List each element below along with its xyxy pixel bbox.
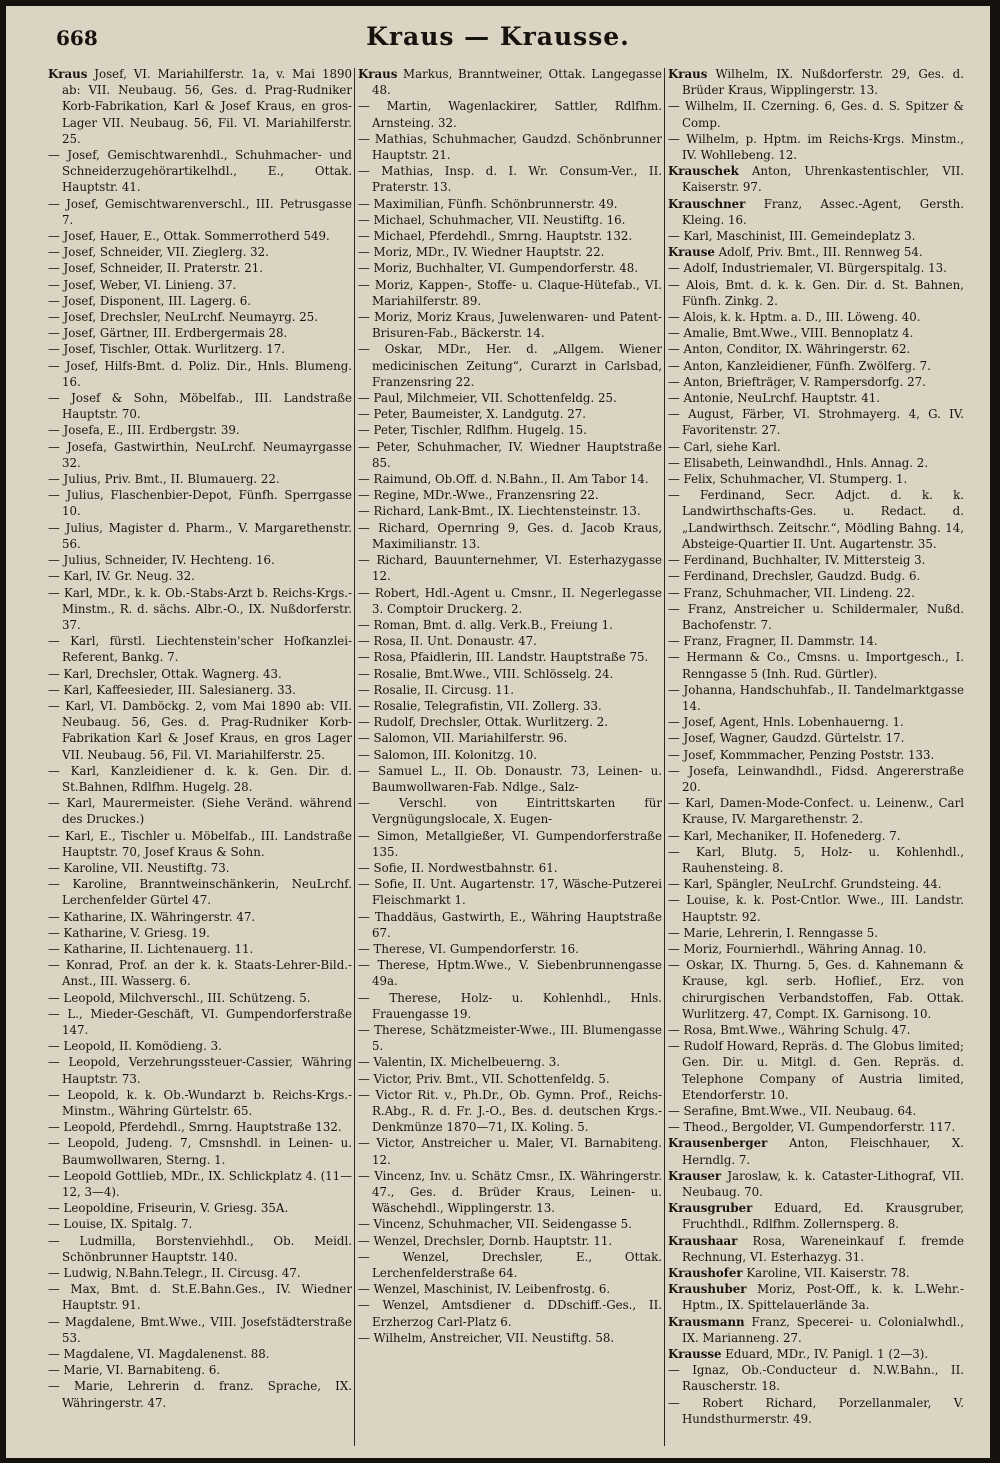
directory-entry: — Karl, Blutg. 5, Holz- u. Kohlenhdl., Rauhensteing. 8. <box>668 844 964 875</box>
directory-entry: Krausmann Franz, Specerei- u. Colonialwhdl., IX. Marianneng. 27. <box>668 1314 964 1345</box>
directory-entry: — Leopold Gottlieb, MDr., IX. Schlickplatz 4. (11—12, 3—4). <box>48 1168 352 1200</box>
directory-entry: — Rosalie, Bmt.Wwe., VIII. Schlösselg. 24. <box>358 666 614 681</box>
column-divider <box>664 68 665 1446</box>
directory-entry: Kraushuber Moriz, Post-Off., k. k. L.Wehr.-Hptm., IX. Spittelauerlände 3a. <box>668 1282 964 1313</box>
directory-entry: — L., Mieder-Geschäft, VI. Gumpendorferstraße 147. <box>48 1006 352 1037</box>
directory-entry: — Katharine, IX. Währingerstr. 47. <box>48 909 256 924</box>
directory-entry: — Leopold, k. k. Ob.-Wundarzt b. Reichs-Krgs.-Minstm., Währing Gürtelstr. 65. <box>48 1087 352 1118</box>
directory-entry: — Paul, Milchmeier, VII. Schottenfeldg. 25. <box>358 391 617 406</box>
directory-entry: Krause Adolf, Priv. Bmt., III. Rennweg 54. <box>668 245 923 260</box>
directory-entry: — Michael, Schuhmacher, VII. Neustiftg. 16. <box>358 212 626 227</box>
directory-entry: — Wenzel, Amtsdiener d. DDschiff.-Ges., II. Erzherzog Carl-Platz 6. <box>358 1298 662 1329</box>
directory-entry: — Karl, Mechaniker, II. Hofenederg. 7. <box>668 828 901 843</box>
directory-entry: — Moriz, Fournierhdl., Währing Annag. 10. <box>668 941 927 956</box>
directory-entry: — Wilhelm, Anstreicher, VII. Neustiftg. 58. <box>358 1330 615 1345</box>
directory-entry: — Louise, k. k. Post-Cntlor. Wwe., III. Landstr. Hauptstr. 92. <box>668 893 964 924</box>
directory-entry: — Josef, Hilfs-Bmt. d. Poliz. Dir., Hnls. Blumeng. 16. <box>48 358 352 389</box>
directory-entry: — Rudolf, Drechsler, Ottak. Wurlitzerg. 2. <box>358 715 608 730</box>
directory-entry: — Julius, Flaschenbier-Depot, Fünfh. Sperrgasse 10. <box>48 488 352 519</box>
directory-entry: — Katharine, II. Lichtenauerg. 11. <box>48 941 254 956</box>
directory-entry: — Robert Richard, Porzellanmaler, V. Hundsthurmerstr. 49. <box>668 1395 964 1426</box>
directory-entry: — Leopold, II. Komödieng. 3. <box>48 1039 222 1054</box>
directory-entry: — Therese, VI. Gumpendorferstr. 16. <box>358 941 579 956</box>
directory-entry: — Josef, Gemischtwarenhdl., Schuhmacher- und Schneiderzugehörartikelhdl., E., Ottak. Hauptstr. 41. <box>48 148 352 195</box>
directory-entry: — Josef, Gemischtwarenverschl., III. Petrusgasse 7. <box>48 196 352 227</box>
directory-entry: — Raimund, Ob.Off. d. N.Bahn., II. Am Tabor 14. <box>358 472 649 487</box>
column-3 <box>668 66 964 1450</box>
directory-entry: Krausgruber Eduard, Ed. Krausgruber, Fruchthdl., Rdlfhm. Zollernsperg. 8. <box>668 1201 964 1232</box>
directory-entry: — Peter, Schuhmacher, IV. Wiedner Hauptstraße 85. <box>358 439 662 470</box>
directory-entry: — Amalie, Bmt.Wwe., VIII. Bennoplatz 4. <box>668 326 914 341</box>
directory-entry: — Ludwig, N.Bahn.Telegr., II. Circusg. 47. <box>48 1266 301 1281</box>
directory-entry: — Wenzel, Drechsler, E., Ottak. Lerchenfelderstraße 64. <box>358 1249 662 1281</box>
directory-entry: — Ignaz, Ob.-Conducteur d. N.W.Bahn., II. Rauscherstr. 18. <box>668 1363 964 1394</box>
directory-entry: — August, Färber, VI. Strohmayerg. 4, G. IV. Favoritenstr. 27. <box>668 407 964 438</box>
directory-entry: — Johanna, Handschuhfab., II. Tandelmarktgasse 14. <box>668 682 964 713</box>
directory-entry: — Leopold, Pferdehdl., Smrng. Hauptstraße 132. <box>48 1120 342 1135</box>
directory-entry: — Josefa, Leinwandhdl., Fidsd. Angererstraße 20. <box>668 763 964 794</box>
directory-entry: — Regine, MDr.-Wwe., Franzensring 22. <box>358 488 599 503</box>
directory-page <box>6 6 990 1458</box>
directory-entry: — Michael, Pferdehdl., Smrng. Hauptstr. 132. <box>358 229 633 244</box>
directory-entry: — Therese, Hptm.Wwe., V. Siebenbrunnengasse 49a. <box>358 958 662 989</box>
directory-entry: — Karoline, VII. Neustiftg. 73. <box>48 860 230 875</box>
directory-entry: Krauser Jaroslaw, k. k. Cataster-Lithograf, VII. Neubaug. 70. <box>668 1168 964 1200</box>
column-1 <box>48 66 352 1450</box>
directory-entry: — Simon, Metallgießer, VI. Gumpendorferstraße 135. <box>358 828 662 859</box>
directory-entry: — Wilhelm, II. Czerning. 6, Ges. d. S. Spitzer & Comp. <box>668 99 964 130</box>
directory-entry: — Felix, Schuhmacher, VI. Stumperg. 1. <box>668 472 908 487</box>
directory-entry: — Salomon, VII. Mariahilferstr. 96. <box>358 731 568 746</box>
directory-entry: — Theod., Bergolder, VI. Gumpendorferstr. 117. <box>668 1120 956 1135</box>
directory-entry: — Salomon, III. Kolonitzg. 10. <box>358 747 538 762</box>
directory-entry: — Therese, Holz- u. Kohlenhdl., Hnls. Frauengasse 19. <box>358 990 662 1021</box>
directory-entry: — Thaddäus, Gastwirth, E., Währing Hauptstraße 67. <box>358 909 662 940</box>
directory-entry: — Max, Bmt. d. St.E.Bahn.Ges., IV. Wiedner Hauptstr. 91. <box>48 1282 352 1313</box>
directory-entry: Krauschner Franz, Assec.-Agent, Gersth. Kleing. 16. <box>668 196 964 227</box>
column-2 <box>358 66 662 1450</box>
directory-entry: — Marie, Lehrerin, I. Renngasse 5. <box>668 925 878 940</box>
page-number: 668 <box>56 26 98 50</box>
directory-entry: — Julius, Magister d. Pharm., V. Margarethenstr. 56. <box>48 520 352 551</box>
directory-entry: — Moriz, Moriz Kraus, Juwelenwaren- und Patent-Brisuren-Fab., Bäckerstr. 14. <box>358 310 662 341</box>
directory-entry: — Moriz, Kappen-, Stoffe- u. Claque-Hütefab., VI. Mariahilferstr. 89. <box>358 277 662 308</box>
directory-entry: Kraushofer Karoline, VII. Kaiserstr. 78. <box>668 1266 910 1281</box>
directory-entry: — Therese, Schätzmeister-Wwe., III. Blumengasse 5. <box>358 1022 662 1054</box>
directory-entry: — Richard, Bauunternehmer, VI. Esterhazygasse 12. <box>358 553 662 584</box>
page-title: Kraus — Krausse. <box>366 22 630 51</box>
directory-entry: — Franz, Anstreicher u. Schildermaler, Nußd. Bachofenstr. 7. <box>668 601 964 632</box>
directory-entry: Kraushaar Rosa, Wareneinkauf f. fremde Rechnung, VI. Esterhazyg. 31. <box>668 1233 964 1264</box>
directory-entry: — Karl, Damen-Mode-Confect. u. Leinenw., Carl Krause, IV. Margarethenstr. 2. <box>668 796 964 827</box>
directory-entry: — Victor Rit. v., Ph.Dr., Ob. Gymn. Prof., Reichs-R.Abg., R. d. Fr. J.-O., Bes. d. deutschen Krgs.-Denkmünze 1870—71, IX. Koling. 5. <box>358 1087 662 1135</box>
directory-entry: — Sofie, II. Unt. Augartenstr. 17, Wäsche-Putzerei Fleischmarkt 1. <box>358 877 662 908</box>
directory-entry: — Peter, Baumeister, X. Landgutg. 27. <box>358 407 586 422</box>
directory-entry: — Leopold, Judeng. 7, Cmsnshdl. in Leinen- u. Baumwollwaren, Sterng. 1. <box>48 1136 352 1167</box>
directory-entry: — Rosa, II. Unt. Donaustr. 47. <box>358 634 537 649</box>
directory-entry: — Antonie, NeuLrchf. Hauptstr. 41. <box>668 391 880 406</box>
directory-entry: — Alois, Bmt. d. k. k. Gen. Dir. d. St. Bahnen, Fünfh. Zinkg. 2. <box>668 277 964 308</box>
directory-entry: — Serafine, Bmt.Wwe., VII. Neubaug. 64. <box>668 1104 917 1118</box>
directory-entry: — Carl, siehe Karl. <box>668 439 781 454</box>
directory-entry: — Oskar, MDr., Her. d. „Allgem. Wiener medicinischen Zeitung“, Curarzt in Carlsbad, Franzensring 22. <box>358 342 662 389</box>
directory-entry: — Ferdinand, Secr. Adjct. d. k. k. Landwirthschafts-Ges. u. Redact. d. „Landwirthsch. Zeitschr.“, Mödling Bahng. 14, Absteige-Quartier II. Unt. Augartenstr. 35. <box>668 488 964 551</box>
directory-entry: — Wenzel, Maschinist, IV. Leibenfrostg. 6. <box>358 1282 611 1297</box>
directory-entry: — Louise, IX. Spitalg. 7. <box>48 1217 193 1232</box>
directory-entry: — Leopold, Milchverschl., III. Schützeng. 5. <box>48 990 311 1005</box>
directory-entry: — Rosa, Bmt.Wwe., Währing Schulg. 47. <box>668 1022 911 1037</box>
directory-entry: — Ludmilla, Borstenviehhdl., Ob. Meidl. Schönbrunner Hauptstr. 140. <box>48 1233 352 1264</box>
directory-entry: — Josef, Weber, VI. Linieng. 37. <box>48 277 237 292</box>
directory-entry: — Franz, Schuhmacher, VII. Lindeng. 22. <box>668 585 915 600</box>
directory-entry: — Victor, Priv. Bmt., VII. Schottenfeldg. 5. <box>358 1071 610 1086</box>
directory-entry: — Wilhelm, p. Hptm. im Reichs-Krgs. Minstm., IV. Wohllebeng. 12. <box>668 131 964 163</box>
directory-entry: — Josef, Drechsler, NeuLrchf. Neumayrg. 25. <box>48 310 319 325</box>
directory-entry: — Karl, Spängler, NeuLrchf. Grundsteing. 44. <box>668 877 942 892</box>
directory-entry: — Martin, Wagenlackirer, Sattler, Rdlfhm. Arnsteing. 32. <box>358 99 662 130</box>
directory-entry: — Wenzel, Drechsler, Dornb. Hauptstr. 11. <box>358 1233 613 1248</box>
directory-entry: Kraus Wilhelm, IX. Nußdorferstr. 29, Ges. d. Brüder Kraus, Wipplingerstr. 13. <box>668 67 964 98</box>
directory-entry: — Maximilian, Fünfh. Schönbrunnerstr. 49. <box>358 196 618 211</box>
directory-entry: — Richard, Lank-Bmt., IX. Liechtensteinstr. 13. <box>358 504 641 519</box>
directory-entry: — Peter, Tischler, Rdlfhm. Hugelg. 15. <box>358 423 587 438</box>
directory-entry: — Josef, Agent, Hnls. Lobenhauerng. 1. <box>668 715 904 730</box>
directory-entry: — Vincenz, Inv. u. Schätz Cmsr., IX. Währingerstr. 47., Ges. d. Brüder Kraus, Leinen- u. Wäschehdl., Wipplingerstr. 13. <box>358 1168 662 1216</box>
directory-entry: — Anton, Kanzleidiener, Fünfh. Zwölferg. 7. <box>668 358 931 373</box>
directory-entry: — Mathias, Schuhmacher, Gaudzd. Schönbrunner Hauptstr. 21. <box>358 131 662 163</box>
directory-entry: Krausenberger Anton, Fleischhauer, X. Herndlg. 7. <box>668 1136 964 1167</box>
directory-entry: — Josef, Schneider, II. Praterstr. 21. <box>48 261 264 276</box>
directory-entry: — Rosa, Pfaidlerin, III. Landstr. Hauptstraße 75. <box>358 650 649 665</box>
directory-entry: — Magdalene, Bmt.Wwe., VIII. Josefstädterstraße 53. <box>48 1314 352 1345</box>
directory-entry: — Richard, Opernring 9, Ges. d. Jacob Kraus, Maximilianstr. 13. <box>358 520 662 551</box>
directory-entry: — Vincenz, Schuhmacher, VII. Seidengasse 5. <box>358 1217 632 1232</box>
directory-entry: — Marie, VI. Barnabiteng. 6. <box>48 1363 221 1378</box>
directory-entry: — Karl, IV. Gr. Neug. 32. <box>48 569 195 584</box>
directory-entry: — Josefa, Gastwirthin, NeuLrchf. Neumayrgasse 32. <box>48 439 352 470</box>
directory-entry: — Josef, Wagner, Gaudzd. Gürtelstr. 17. <box>668 731 905 746</box>
page-header <box>6 20 990 60</box>
directory-entry: — Rudolf Howard, Repräs. d. The Globus limited; Gen. Dir. u. Mitgl. d. Gen. Repräs. d. Telephone Company of Austria limited, Etendorferstr. 10. <box>668 1039 964 1102</box>
directory-entry: — Josef, Disponent, III. Lagerg. 6. <box>48 293 252 308</box>
directory-entry: — Karl, Kanzleidiener d. k. k. Gen. Dir. d. St.Bahnen, Rdlfhm. Hugelg. 28. <box>48 763 352 794</box>
directory-entry: — Valentin, IX. Michelbeuerng. 3. <box>358 1055 561 1070</box>
directory-entry: — Hermann & Co., Cmsns. u. Importgesch., I. Renngasse 5 (Inh. Rud. Gürtler). <box>668 650 964 681</box>
directory-entry: — Katharine, V. Griesg. 19. <box>48 925 210 940</box>
directory-entry: Krauschek Anton, Uhrenkastentischler, VII. Kaiserstr. 97. <box>668 164 964 195</box>
directory-entry: — Magdalene, VI. Magdalenenst. 88. <box>48 1347 270 1362</box>
directory-entry: — Karl, Maurermeister. (Siehe Veränd. während des Druckes.) <box>48 796 352 827</box>
directory-entry: — Robert, Hdl.-Agent u. Cmsnr., II. Negerlegasse 3. Comptoir Druckerg. 2. <box>358 585 662 616</box>
directory-entry: — Karl, Drechsler, Ottak. Wagnerg. 43. <box>48 666 282 681</box>
directory-entry: — Josef, Schneider, VII. Zieglerg. 32. <box>48 245 269 260</box>
directory-entry: — Josef, Tischler, Ottak. Wurlitzerg. 17. <box>48 342 286 357</box>
directory-entry: — Ferdinand, Buchhalter, IV. Mittersteig 3. <box>668 553 926 568</box>
directory-entry: — Anton, Conditor, IX. Währingerstr. 62. <box>668 342 911 357</box>
directory-entry: — Karl, Maschinist, III. Gemeindeplatz 3. <box>668 229 916 244</box>
directory-entry: — Rosalie, Telegrafistin, VII. Zollerg. 33. <box>358 698 602 713</box>
directory-entry: — Sofie, II. Nordwestbahnstr. 61. <box>358 860 558 875</box>
directory-entry: — Roman, Bmt. d. allg. Verk.B., Freiung 1. <box>358 617 613 632</box>
directory-entry: — Karl, E., Tischler u. Möbelfab., III. Landstraße Hauptstr. 70, Josef Kraus & Sohn. <box>48 828 352 859</box>
directory-entry: — Adolf, Industriemaler, VI. Bürgerspitalg. 13. <box>668 261 947 276</box>
directory-entry: — Leopold, Verzehrungssteuer-Cassier, Währing Hauptstr. 73. <box>48 1055 352 1086</box>
directory-entry: — Oskar, IX. Thurng. 5, Ges. d. Kahnemann & Krause, kgl. serb. Hoflief., Erz. von chirurgischen Verbandstoffen, Fab. Ottak. Wurlitzerg. 47, Compt. IX. Garnisong. 10. <box>668 958 964 1021</box>
directory-entry: — Julius, Priv. Bmt., II. Blumauerg. 22. <box>48 472 280 487</box>
directory-entry: — Josef, Hauer, E., Ottak. Sommerrotherd 549. <box>48 229 330 244</box>
directory-entry: — Moriz, MDr., IV. Wiedner Hauptstr. 22. <box>358 245 605 260</box>
directory-entry: — Moriz, Buchhalter, VI. Gumpendorferstr. 48. <box>358 261 638 276</box>
directory-entry: — Samuel L., II. Ob. Donaustr. 73, Leinen- u. Baumwollwaren-Fab. Ndlge., Salz- <box>358 763 662 794</box>
directory-entry: — Victor, Anstreicher u. Maler, VI. Barnabiteng. 12. <box>358 1136 662 1167</box>
directory-entry: — Josefa, E., III. Erdbergstr. 39. <box>48 423 240 438</box>
directory-entry: — Rosalie, II. Circusg. 11. <box>358 682 514 697</box>
directory-entry: — Julius, Schneider, IV. Hechteng. 16. <box>48 553 275 568</box>
directory-entry: — Elisabeth, Leinwandhdl., Hnls. Annag. 2. <box>668 455 929 470</box>
directory-entry: Kraus Josef, VI. Mariahilferstr. 1a, v. Mai 1890 ab: VII. Neubaug. 56, Ges. d. Prag-Rudniker Korb-Fabrikation, Karl & Josef Kraus, en gros-Lager VII. Neubaug. 56, Fil. VI. Mariahilferstr. 25. <box>48 67 352 146</box>
directory-entry: — Leopoldine, Friseurin, V. Griesg. 35A. <box>48 1201 289 1216</box>
directory-entry: — Konrad, Prof. an der k. k. Staats-Lehrer-Bild.-Anst., III. Wasserg. 6. <box>48 958 352 989</box>
directory-entry: — Josef, Kommmacher, Penzing Poststr. 133. <box>668 747 935 762</box>
directory-entry: — Franz, Fragner, II. Dammstr. 14. <box>668 634 878 649</box>
directory-entry: Krausse Eduard, MDr., IV. Panigl. 1 (2—3). <box>668 1347 929 1362</box>
directory-entry: — Marie, Lehrerin d. franz. Sprache, IX. Währingerstr. 47. <box>48 1379 352 1410</box>
directory-entry: — Karl, VI. Damböckg. 2, vom Mai 1890 ab: VII. Neubaug. 56, Ges. d. Prag-Rudniker Korb-Fabrikation Karl & Josef Kraus, en gros Lager VII. Neubaug. 56, Fil. VI. Mariahilferstr. 25. <box>48 698 352 762</box>
directory-entry: — Mathias, Insp. d. I. Wr. Consum-Ver., II. Praterstr. 13. <box>358 164 662 195</box>
directory-entry: — Karl, fürstl. Liechtenstein'scher Hofkanzlei-Referent, Bankg. 7. <box>48 634 352 665</box>
directory-entry: — Anton, Briefträger, V. Rampersdorfg. 27. <box>668 374 926 389</box>
directory-entry: — Josef, Gärtner, III. Erdbergermais 28. <box>48 326 288 341</box>
directory-entry: — Karl, Kaffeesieder, III. Salesianerg. 33. <box>48 682 296 697</box>
directory-entry: — Karl, MDr., k. k. Ob.-Stabs-Arzt b. Reichs-Krgs.-Minstm., R. d. sächs. Albr.-O., IX. Nußdorferstr. 37. <box>48 585 352 632</box>
directory-entry: — Karoline, Branntweinschänkerin, NeuLrchf. Lerchenfelder Gürtel 47. <box>48 877 352 908</box>
column-divider <box>354 68 355 1446</box>
directory-entry: — Ferdinand, Drechsler, Gaudzd. Budg. 6. <box>668 569 921 584</box>
directory-entry: — Josef & Sohn, Möbelfab., III. Landstraße Hauptstr. 70. <box>48 391 352 422</box>
directory-entry: — Verschl. von Eintrittskarten für Vergnügungslocale, X. Eugen- <box>358 796 662 827</box>
directory-entry: — Alois, k. k. Hptm. a. D., III. Löweng. 40. <box>668 310 921 325</box>
directory-entry: Kraus Markus, Branntweiner, Ottak. Langegasse 48. <box>358 67 662 98</box>
